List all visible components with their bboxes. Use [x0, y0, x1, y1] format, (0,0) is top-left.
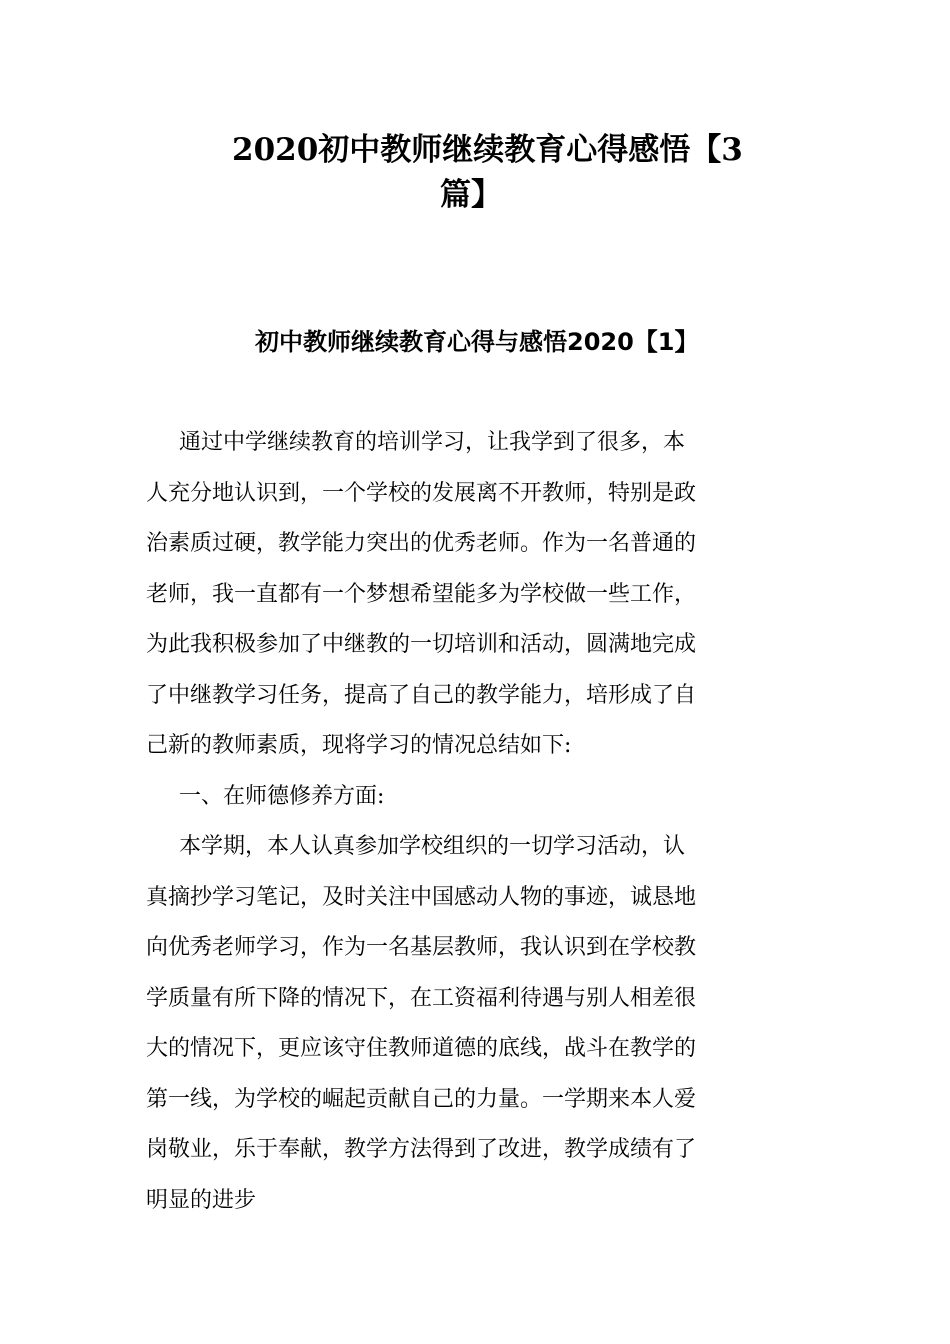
paragraph-line: 大的情况下，更应该守住教师道德的底线，战斗在教学的	[146, 1036, 697, 1061]
paragraph-line: 人充分地认识到，一个学校的发展离不开教师，特别是政	[146, 480, 697, 506]
paragraph-line: 老师，我一直都有一个梦想希望能多为学校做一些工作，	[146, 581, 697, 607]
paragraph-line: 通过中学继续教育的培训学习，让我学到了很多，本	[179, 430, 686, 455]
title-line-2: 篇】	[440, 177, 502, 213]
paragraph-line: 本学期，本人认真参加学校组织的一切学习活动，认	[179, 834, 686, 859]
document-title	[232, 128, 812, 218]
paragraph-line: 真摘抄学习笔记，及时关注中国感动人物的事迹，诚恳地	[146, 884, 697, 910]
paragraph-line: 岗敬业，乐于奉献，教学方法得到了改进，教学成绩有了	[146, 1137, 697, 1162]
paragraph-line: 了中继教学习任务，提高了自己的教学能力，培形成了自	[146, 682, 697, 708]
paragraph	[146, 822, 806, 1226]
paragraph-line: 治素质过硬，教学能力突出的优秀老师。作为一名普通的	[146, 531, 697, 556]
paragraph-line: 学质量有所下降的情况下，在工资福利待遇与别人相差很	[146, 985, 697, 1011]
paragraph-line: 明显的进步	[146, 1187, 257, 1213]
paragraph-line: 一、在师德修养方面:	[179, 783, 385, 809]
paragraph	[146, 772, 806, 823]
paragraph-line: 己新的教师素质，现将学习的情况总结如下:	[146, 733, 572, 758]
section-heading: 初中教师继续教育心得与感悟2020【1】	[255, 328, 699, 356]
paragraph-line: 第一线，为学校的崛起贡献自己的力量。一学期来本人爱	[146, 1086, 697, 1112]
title-line-1: 2020初中教师继续教育心得感悟【3	[232, 132, 743, 168]
paragraph-line: 为此我积极参加了中继教的一切培训和活动，圆满地完成	[146, 632, 697, 657]
document-body	[146, 418, 806, 1226]
paragraph-line: 向优秀老师学习，作为一名基层教师，我认识到在学校教	[146, 935, 697, 960]
paragraph	[146, 418, 806, 772]
